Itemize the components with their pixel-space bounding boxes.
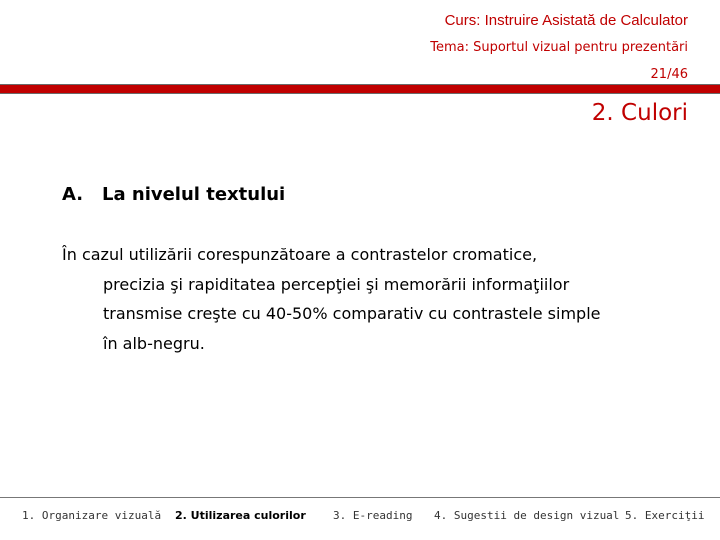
nav-link-exercitii[interactable]: 5. Exerciţii	[625, 509, 705, 522]
nav-link-organizare[interactable]: 1. Organizare vizuală	[22, 509, 162, 522]
section-title: 2. Culori	[591, 100, 688, 126]
body-line: transmise creşte cu 40-50% comparativ cu contrastele simple	[103, 304, 601, 323]
topic-title: Tema: Suportul vizual pentru prezentări	[430, 40, 688, 55]
course-title: Curs: Instruire Asistată de Calculator	[444, 12, 688, 29]
body-line: precizia şi rapiditatea percepţiei şi memorării informaţiilor	[103, 274, 570, 294]
header-divider-bar	[0, 84, 720, 94]
subheading-text: La nivelul textului	[102, 184, 286, 205]
nav-link-design[interactable]: 4. Sugestii de design vizual	[434, 509, 620, 522]
body-line: În cazul utilizării corespunzătoare a contrastelor cromatice,	[62, 245, 538, 264]
page-counter: 21/46	[650, 67, 688, 82]
body-line: în alb-negru.	[103, 333, 205, 353]
body-paragraph	[62, 240, 702, 358]
footer-navigation	[0, 509, 720, 523]
subheading-letter: A.	[62, 184, 84, 205]
nav-link-culori[interactable]: 2. Utilizarea culorilor	[175, 509, 306, 522]
subheading	[62, 184, 285, 205]
nav-link-ereading[interactable]: 3. E-reading	[333, 509, 413, 522]
footer-divider	[0, 497, 720, 498]
